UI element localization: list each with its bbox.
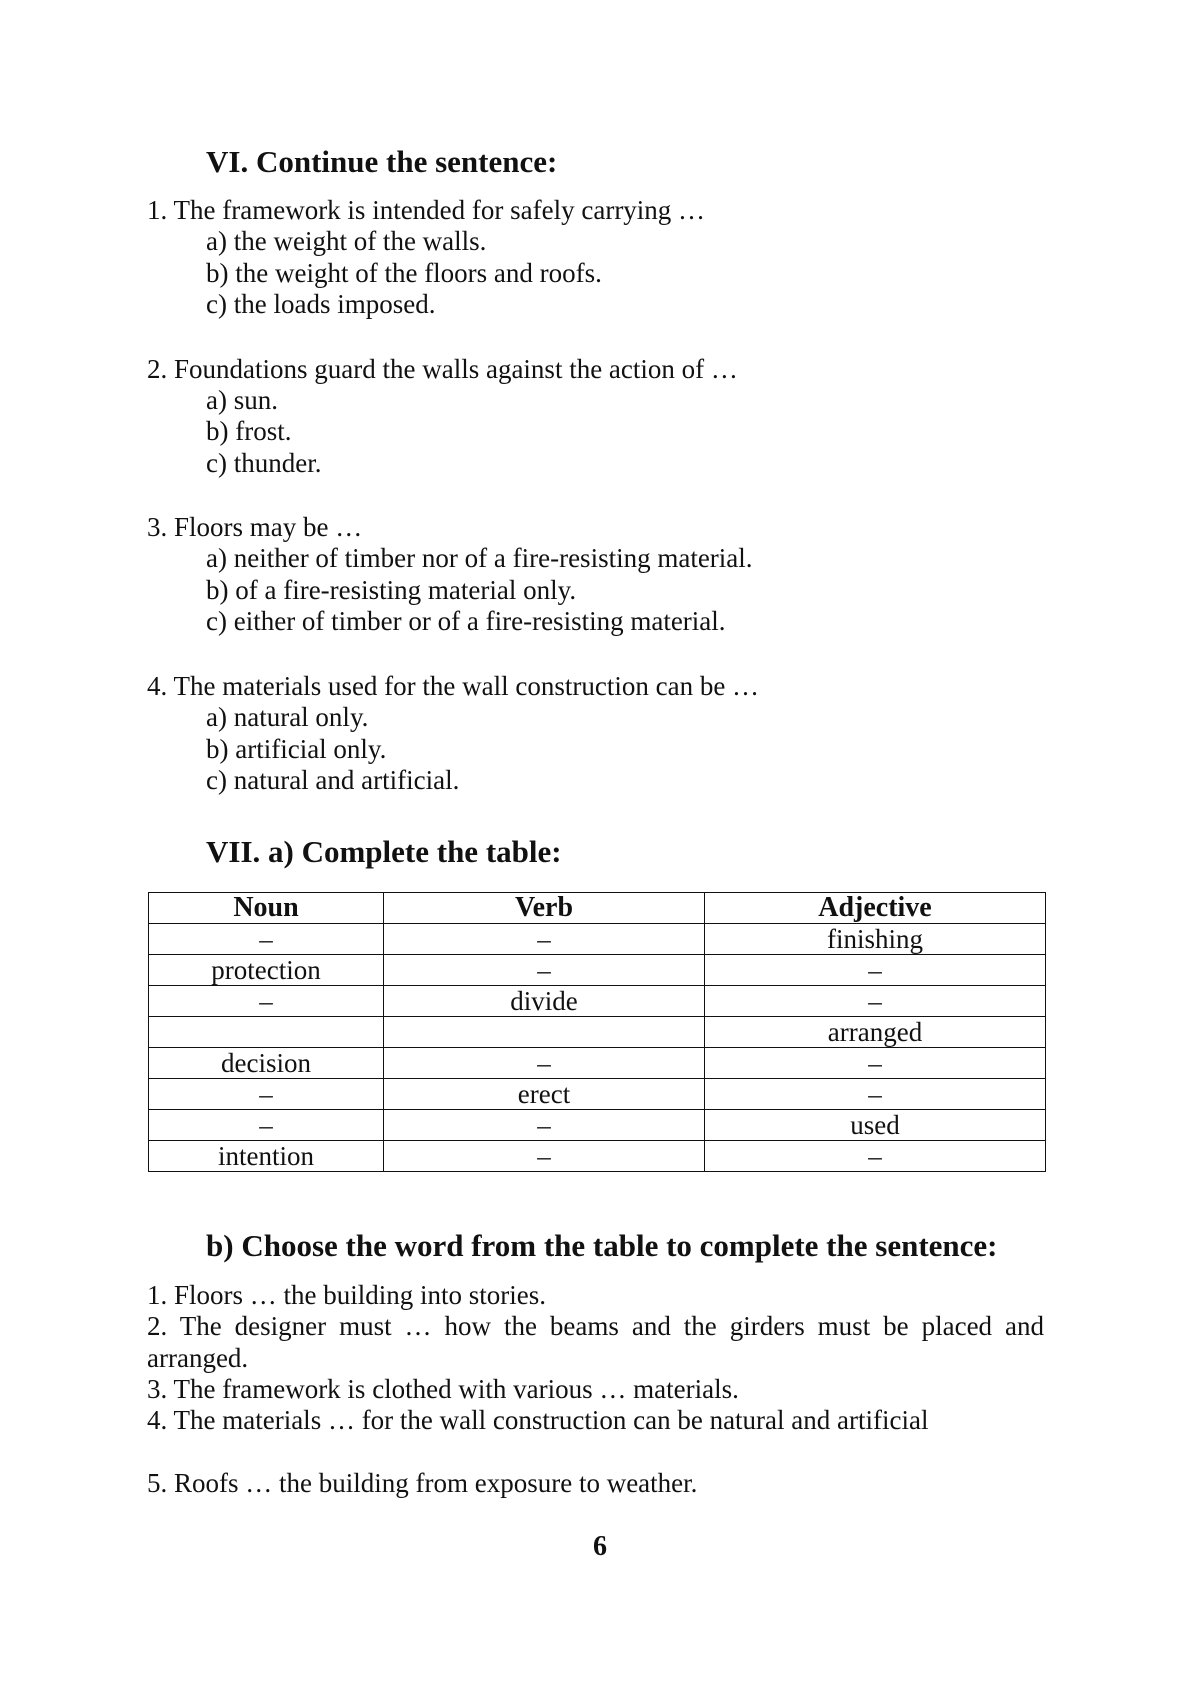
sentence-4: 4. The materials … for the wall construction can be natural and artificial: [147, 1405, 929, 1435]
table-cell: arranged: [705, 1017, 1046, 1048]
question-2-stem: 2. Foundations guard the walls against the action of …: [147, 354, 738, 384]
table-row: [149, 924, 1046, 955]
table-row: [149, 1048, 1046, 1079]
question-1-stem: 1. The framework is intended for safely carrying …: [147, 195, 706, 225]
table-cell: intention: [149, 1141, 384, 1172]
table-cell: divide: [384, 986, 705, 1017]
question-3-stem: 3. Floors may be …: [147, 512, 363, 542]
column-header-noun: Noun: [149, 893, 384, 924]
question-4-stem: 4. The materials used for the wall construction can be …: [147, 671, 760, 701]
table-cell: –: [384, 1141, 705, 1172]
table-row: [149, 1110, 1046, 1141]
table-cell: finishing: [705, 924, 1046, 955]
question-3-option-a: a) neither of timber nor of a fire-resisting material.: [206, 543, 753, 573]
table-cell: –: [384, 1110, 705, 1141]
question-4-option-a: a) natural only.: [206, 702, 369, 732]
sentence-5: 5. Roofs … the building from exposure to weather.: [147, 1468, 698, 1498]
column-header-adjective: Adjective: [705, 893, 1046, 924]
table-cell: –: [384, 1048, 705, 1079]
table-cell: used: [705, 1110, 1046, 1141]
table-cell: [384, 1017, 705, 1048]
table-cell: erect: [384, 1079, 705, 1110]
sentence-2: 2. The designer must … how the beams and the girders must be placed and arranged.: [147, 1311, 1044, 1373]
table-cell: –: [384, 955, 705, 986]
question-2-option-b: b) frost.: [206, 416, 292, 446]
section-7a-heading: VII. a) Complete the table:: [206, 834, 562, 869]
question-4-option-c: c) natural and artificial.: [206, 765, 460, 795]
table-cell: –: [705, 1079, 1046, 1110]
table-cell: –: [705, 955, 1046, 986]
section-7b-heading: b) Choose the word from the table to complete the sentence:: [206, 1228, 998, 1263]
sentence-3: 3. The framework is clothed with various … materials.: [147, 1374, 739, 1404]
table-cell: –: [149, 986, 384, 1017]
column-header-verb: Verb: [384, 893, 705, 924]
table-cell: –: [384, 924, 705, 955]
question-1-option-a: a) the weight of the walls.: [206, 226, 487, 256]
question-3-option-b: b) of a fire-resisting material only.: [206, 575, 577, 605]
question-4-option-b: b) artificial only.: [206, 734, 387, 764]
question-1-option-c: c) the loads imposed.: [206, 289, 436, 319]
question-3-option-c: c) either of timber or of a fire-resisting material.: [206, 606, 726, 636]
table-cell: –: [149, 1079, 384, 1110]
table-header-row: [149, 893, 1046, 924]
sentence-1: 1. Floors … the building into stories.: [147, 1280, 547, 1310]
question-1-option-b: b) the weight of the floors and roofs.: [206, 258, 602, 288]
section-6-heading: VI. Continue the sentence:: [206, 144, 558, 179]
table-cell: –: [149, 924, 384, 955]
table-row: [149, 1079, 1046, 1110]
page-number: 6: [593, 1531, 607, 1562]
table-cell: –: [149, 1110, 384, 1141]
table-cell: decision: [149, 1048, 384, 1079]
table-cell: –: [705, 1048, 1046, 1079]
question-2-option-c: c) thunder.: [206, 448, 322, 478]
table-cell: [149, 1017, 384, 1048]
question-2-option-a: a) sun.: [206, 385, 278, 415]
table-row: [149, 986, 1046, 1017]
table-row: [149, 1017, 1046, 1048]
table-cell: –: [705, 986, 1046, 1017]
table-row: [149, 955, 1046, 986]
table-cell: protection: [149, 955, 384, 986]
table-cell: –: [705, 1141, 1046, 1172]
table-row: [149, 1141, 1046, 1172]
word-formation-table: [148, 892, 1046, 1172]
